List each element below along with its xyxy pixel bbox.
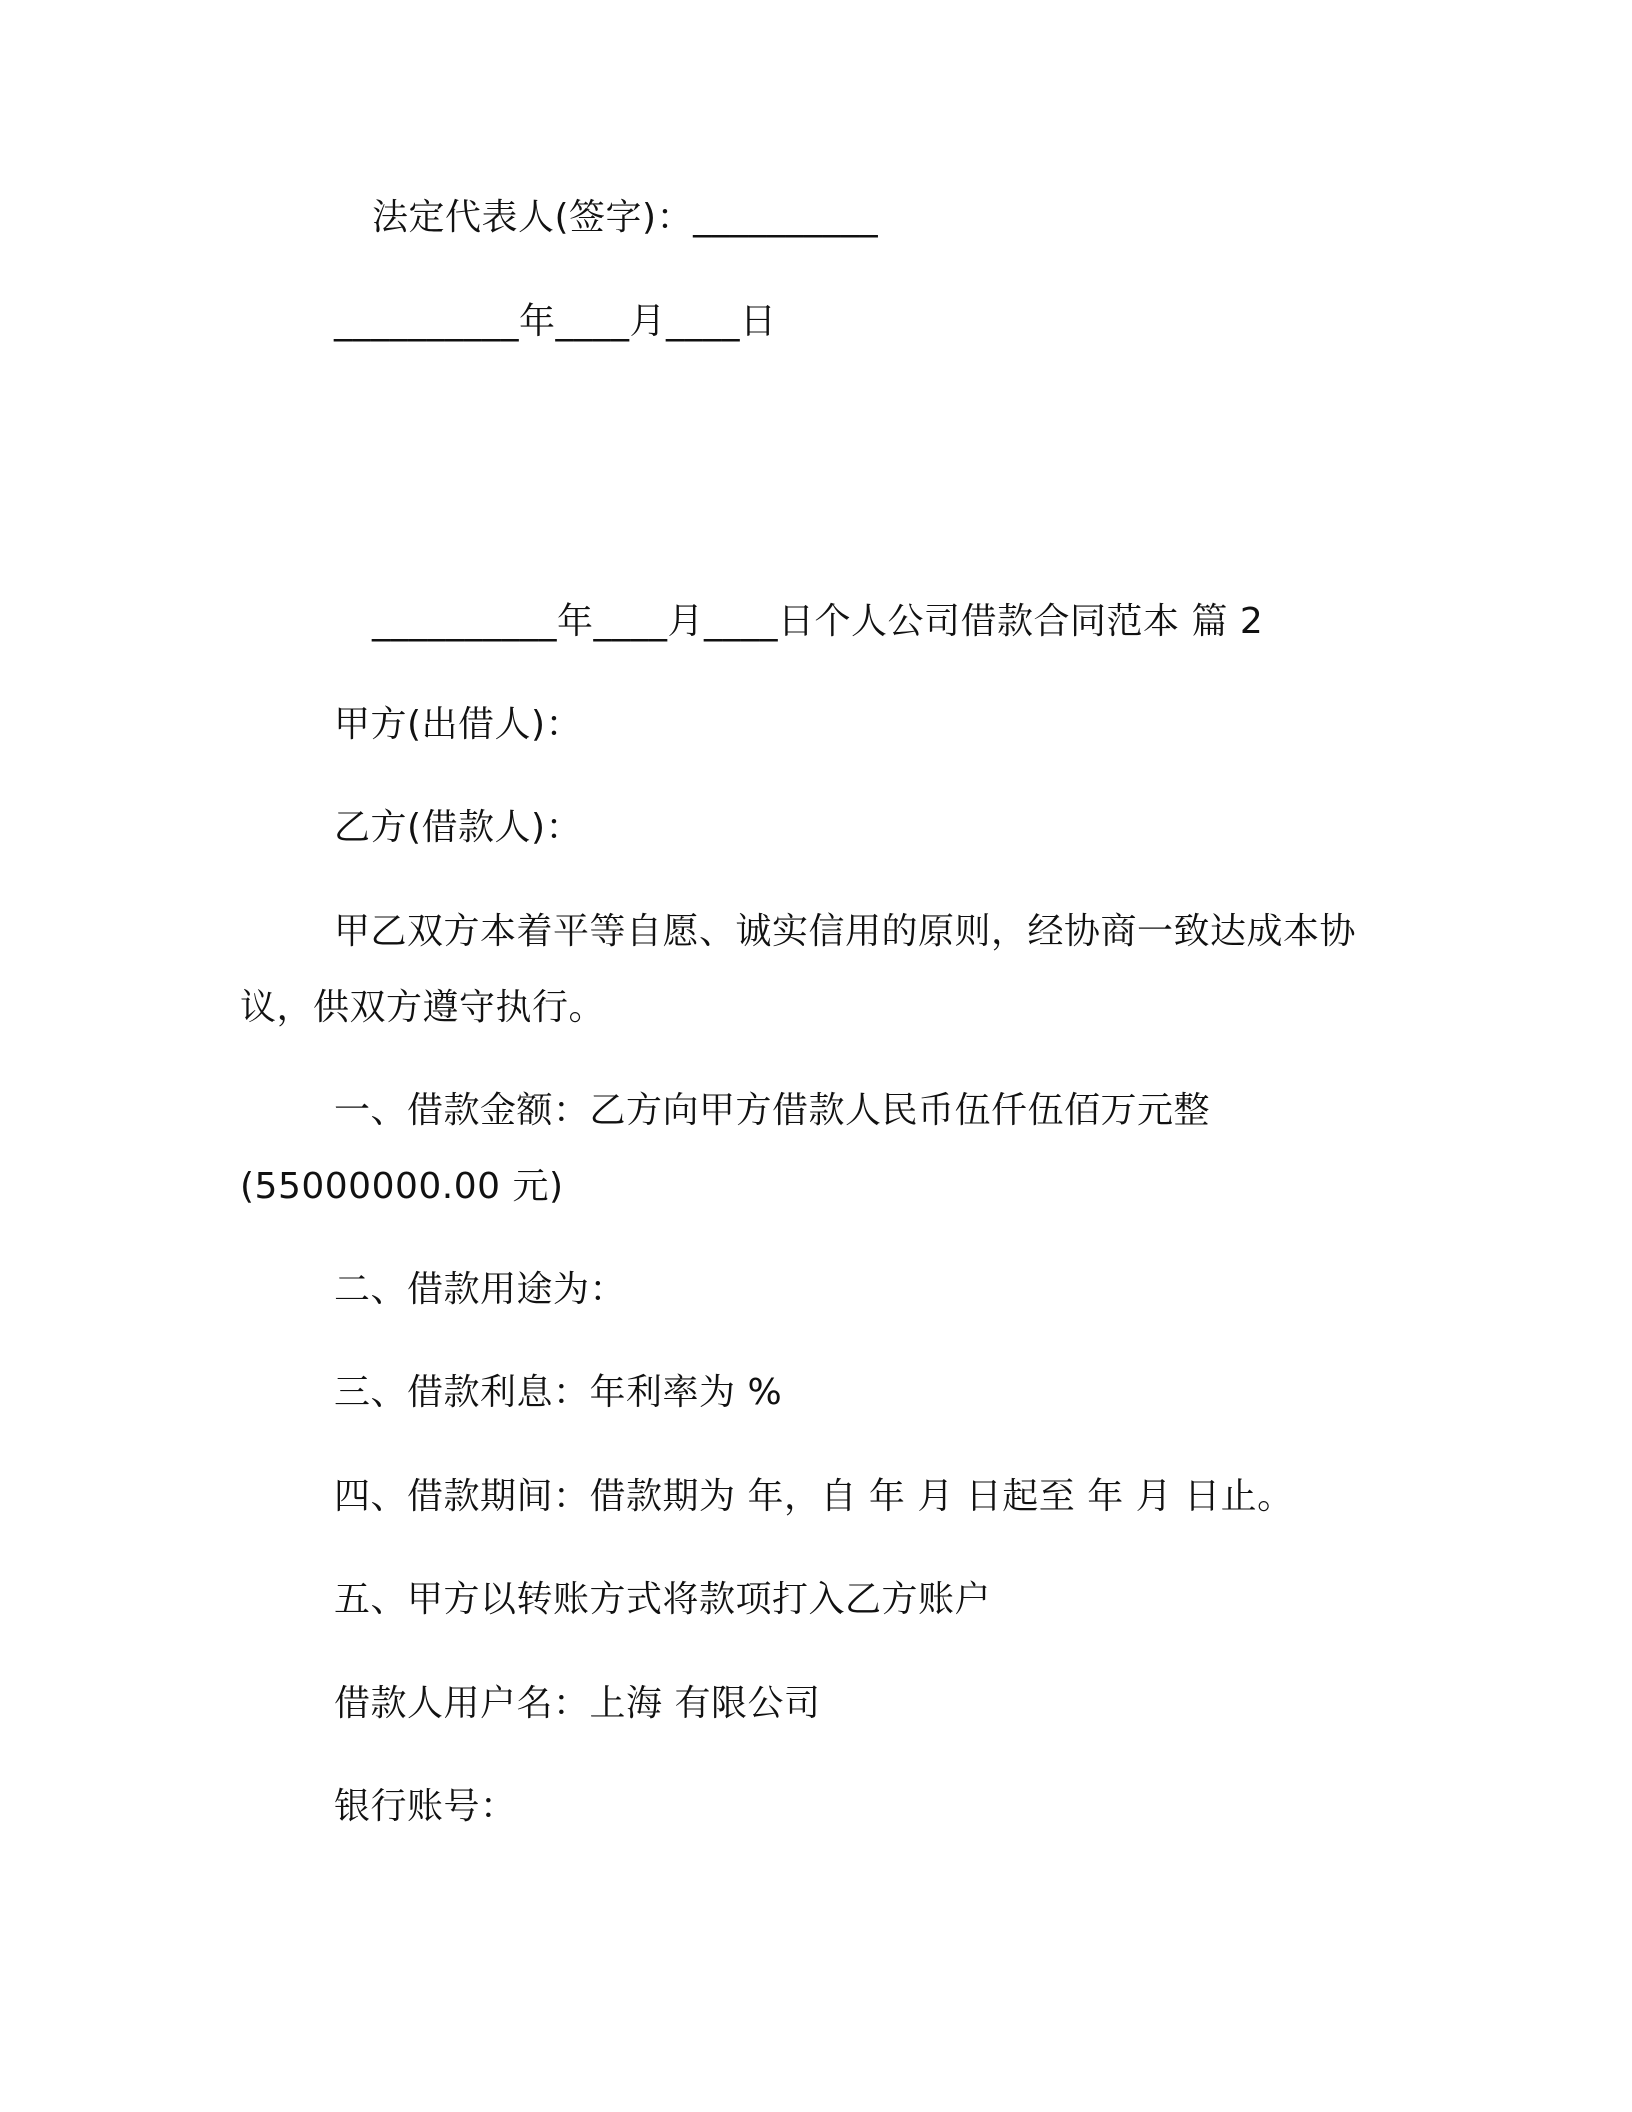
signature-date-line: __________年____月____日: [334, 301, 777, 342]
clause-3-loan-interest: 三、借款利息：年利率为 %: [334, 1372, 783, 1413]
borrower-account-name: 借款人用户名：上海 有限公司: [334, 1683, 821, 1724]
contract-title: __________年____月____日个人公司借款合同范本 篇 2: [372, 601, 1264, 642]
party-a-line: 甲方(出借人)：: [334, 704, 583, 745]
intro-paragraph-line-2: 议，供双方遵守执行。: [240, 987, 606, 1028]
clause-2-loan-purpose: 二、借款用途为：: [334, 1269, 627, 1310]
bank-account-number: 银行账号：: [334, 1786, 517, 1827]
legal-representative-signature-line: 法定代表人(签字)：__________: [372, 197, 879, 238]
clause-4-loan-period: 四、借款期间：借款期为 年，自 年 月 日起至 年 月 日止。: [334, 1476, 1294, 1517]
clause-1-loan-amount-line-2: (55000000.00 元): [240, 1166, 564, 1207]
intro-paragraph-line-1: 甲乙双方本着平等自愿、诚实信用的原则，经协商一致达成本协: [334, 911, 1357, 952]
clause-1-loan-amount-line-1: 一、借款金额：乙方向甲方借款人民币伍仟伍佰万元整: [334, 1090, 1211, 1131]
party-b-line: 乙方(借款人)：: [334, 807, 583, 848]
clause-5-transfer-method: 五、甲方以转账方式将款项打入乙方账户: [334, 1579, 992, 1620]
